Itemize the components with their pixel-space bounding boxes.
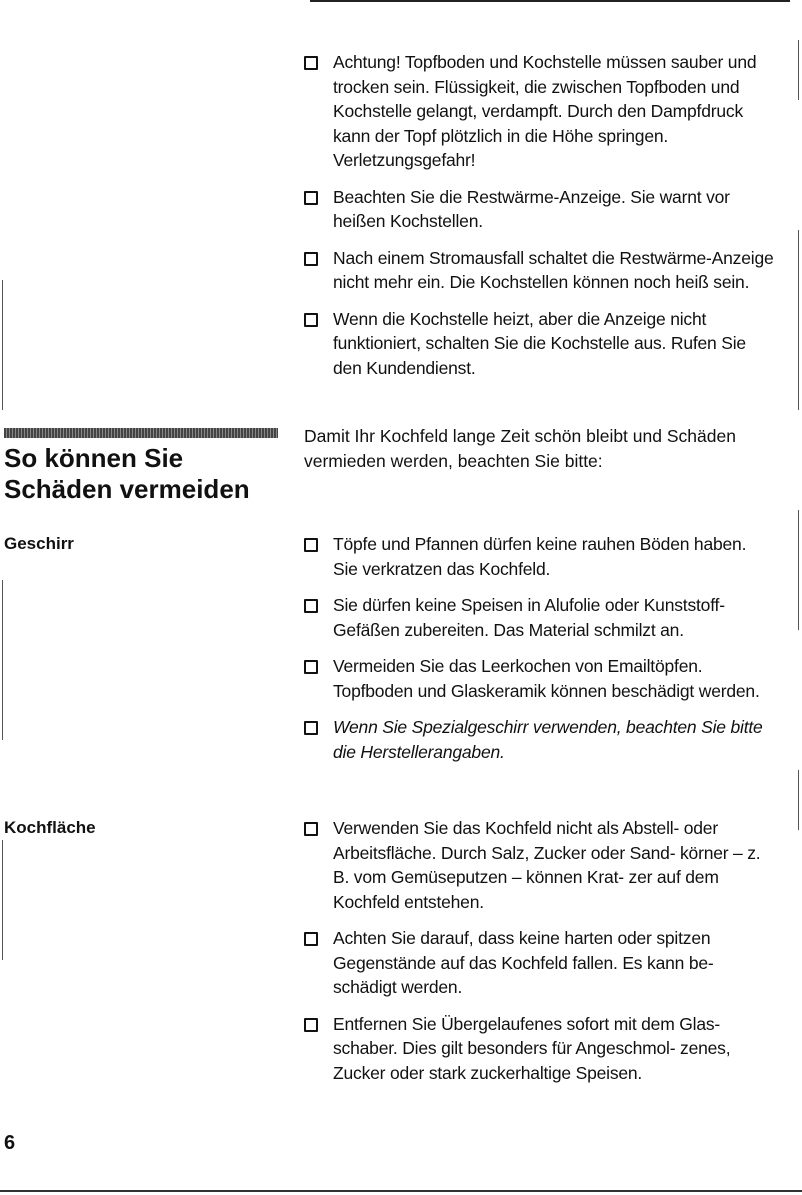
right-margin-line <box>798 770 799 830</box>
kochflaeche-label: Kochfläche <box>4 818 96 837</box>
checkbox-square-icon <box>304 191 318 205</box>
list-item: Vermeiden Sie das Leerkochen von Emailtöpfen. Topfboden und Glaskeramik können beschädigt werden. <box>304 654 774 703</box>
list-item: Wenn die Kochstelle heizt, aber die Anzeige nicht funktioniert, schalten Sie die Kochstelle aus. Rufen Sie den Kundendienst. <box>304 307 774 381</box>
section-intro: Damit Ihr Kochfeld lange Zeit schön bleibt und Schäden vermieden werden, beachten Sie bitte: <box>304 426 736 471</box>
heading-bar <box>4 428 278 438</box>
page-number: 6 <box>4 1132 16 1154</box>
checkbox-square-icon <box>304 599 318 613</box>
kochflaeche-list <box>304 816 774 1085</box>
checkbox-square-icon <box>304 721 318 735</box>
right-margin-line <box>798 230 799 410</box>
geschirr-list <box>304 532 774 764</box>
warning-list <box>304 50 774 380</box>
geschirr-label: Geschirr <box>4 534 74 553</box>
left-margin-line <box>2 580 3 740</box>
checkbox-square-icon <box>304 822 318 836</box>
checkbox-square-icon <box>304 660 318 674</box>
list-item: Nach einem Stromausfall schaltet die Restwärme-Anzeige nicht mehr ein. Die Kochstellen können noch heiß sein. <box>304 246 774 295</box>
checkbox-square-icon <box>304 313 318 327</box>
checkbox-square-icon <box>304 56 318 70</box>
list-item: Wenn Sie Spezialgeschirr verwenden, beachten Sie bitte die Herstellerangaben. <box>304 715 774 764</box>
list-item: Entfernen Sie Übergelaufenes sofort mit dem Glas- schaber. Dies gilt besonders für Angeschmol- zenes, Zucker oder stark zuckerhaltige Speisen. <box>304 1012 774 1086</box>
checkbox-square-icon <box>304 252 318 266</box>
right-margin-line <box>798 40 799 100</box>
checkbox-square-icon <box>304 1018 318 1032</box>
list-item: Beachten Sie die Restwärme-Anzeige. Sie warnt vor heißen Kochstellen. <box>304 185 774 234</box>
list-item: Achtung! Topfboden und Kochstelle müssen sauber und trocken sein. Flüssigkeit, die zwischen Topfboden und Kochstelle gelangt, verdampft. Durch den Dampfdruck kann der Topf plötzlich in die Höhe springen. Verletzungsgefahr! <box>304 50 774 173</box>
checkbox-square-icon <box>304 932 318 946</box>
list-item: Sie dürfen keine Speisen in Alufolie oder Kunststoff-Gefäßen zubereiten. Das Material schmilzt an. <box>304 593 774 642</box>
top-rule <box>310 0 790 2</box>
list-item: Töpfe und Pfannen dürfen keine rauhen Böden haben. Sie verkratzen das Kochfeld. <box>304 532 774 581</box>
list-item: Verwenden Sie das Kochfeld nicht als Abstell- oder Arbeitsfläche. Durch Salz, Zucker oder Sand- körner – z. B. vom Gemüseputzen – können Krat- zer auf dem Kochfeld entstehen. <box>304 816 774 914</box>
left-margin-line <box>2 840 3 960</box>
checkbox-square-icon <box>304 538 318 552</box>
right-margin-line <box>798 510 799 630</box>
left-margin-line <box>2 280 3 410</box>
bottom-rule <box>0 1190 802 1192</box>
section-heading: So können Sie Schäden vermeiden <box>4 443 250 504</box>
list-item: Achten Sie darauf, dass keine harten oder spitzen Gegenstände auf das Kochfeld fallen. Es kann be- schädigt werden. <box>304 926 774 1000</box>
